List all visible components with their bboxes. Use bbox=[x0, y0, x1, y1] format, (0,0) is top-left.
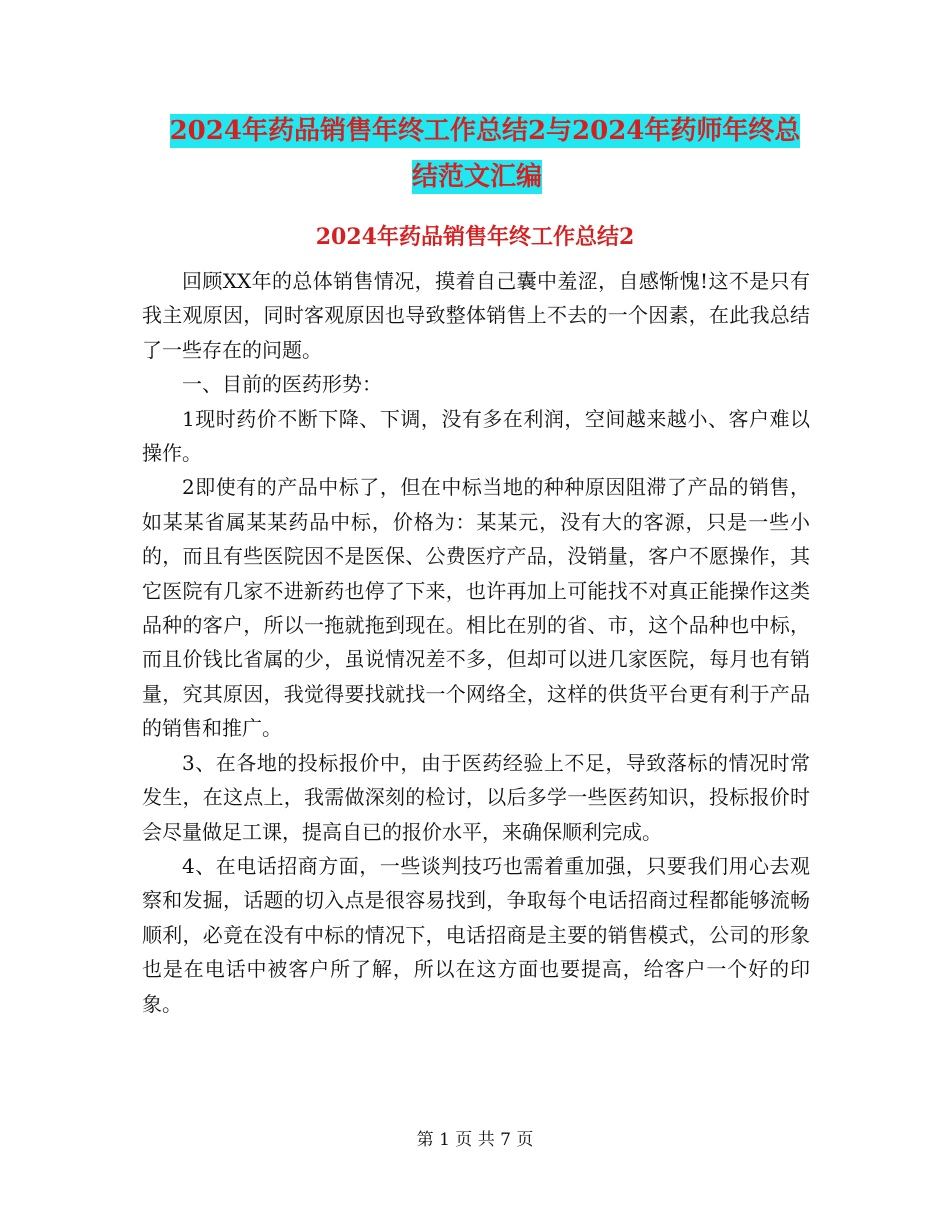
paragraph-item-2: 2即使有的产品中标了，但在中标当地的种种原因阻滞了产品的销售，如某某省属某某药品中标，价格为：某某元，没有大的客源，只是一些小的，而且有些医院因不是医保、公费医疗产品，没销量，客户不愿操作，其它医院有几家不进新药也停了下来，也许再加上可能找不对真正能操作这类品种的客户，所以一拖就拖到现在。相比在别的省、市，这个品种也中标，而且价钱比省属的少，虽说情况差不多，但却可以进几家医院，每月也有销量，究其原因，我觉得要找就找一个网络全，这样的供货平台更有利于产品的销售和推广。 bbox=[142, 475, 810, 741]
document-title bbox=[0, 108, 950, 200]
title-line-1: 2024年药品销售年终工作总结2与2024年药师年终总 bbox=[169, 116, 801, 146]
paragraph-item-3: 3、在各地的投标报价中，由于医药经验上不足，导致落标的情况时常发生，在这点上，我需做深刻的检讨，以后多学一些医药知识，投标报价时会尽量做足工课，提高自已的报价水平，来确保顺利完成。 bbox=[142, 750, 810, 844]
document-body bbox=[142, 264, 810, 1021]
section-title: 2024年药品销售年终工作总结2 bbox=[315, 224, 635, 250]
paragraph-item-4: 4、在电话招商方面，一些谈判技巧也需着重加强，只要我们用心去观察和发掘，话题的切入点是很容易找到，争取每个电话招商过程都能够流畅顺利，必竟在没有中标的情况下，电话招商是主要的销售模式，公司的形象也是在电话中被客户所了解，所以在这方面也要提高，给客户一个好的印象。 bbox=[142, 853, 810, 1016]
paragraph-intro: 回顾XX年的总体销售情况，摸着自己囊中羞涩，自感惭愧!这不是只有我主观原因，同时客观原因也导致整体销售上不去的一个因素，在此我总结了一些存在的问题。 bbox=[142, 269, 810, 362]
title-line-2: 结范文汇编 bbox=[411, 162, 542, 192]
paragraph-item-1: 1现时药价不断下降、下调，没有多在利润，空间越来越小、客户难以操作。 bbox=[142, 406, 810, 466]
page-footer: 第 1 页 共 7 页 bbox=[416, 1130, 534, 1150]
paragraph-heading-situation: 一、目前的医药形势： bbox=[182, 372, 382, 397]
